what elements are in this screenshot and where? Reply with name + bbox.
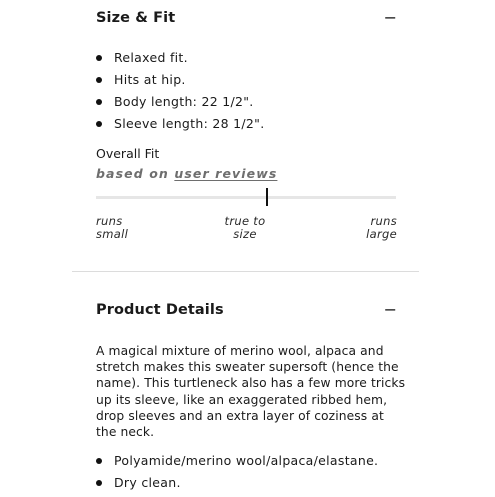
fit-source-line [96,166,277,181]
product-details-list [96,453,378,497]
fit-scale-track [96,196,396,199]
list-item: Polyamide/merino wool/alpaca/elastane. [96,453,378,475]
fit-label-runs-large [366,215,397,241]
fit-label-runs-small [96,215,128,241]
fit-scale-marker [266,188,268,206]
list-item: Dry clean. [96,475,378,497]
list-item: Hits at hip. [96,72,265,94]
collapse-size-fit-icon[interactable]: − [383,8,397,27]
list-item: Body length: 22 1/2". [96,94,265,116]
fit-label-true-to-size [205,215,285,241]
fit-label-line: large [366,227,397,241]
product-details-title: Product Details [96,302,224,318]
based-on-text: based on [96,166,169,181]
size-fit-list [96,50,265,138]
size-fit-header[interactable] [96,6,399,30]
section-divider [72,271,419,272]
collapse-product-details-icon[interactable]: − [383,300,397,319]
size-fit-title: Size & Fit [96,10,176,26]
overall-fit-label: Overall Fit [96,146,160,161]
user-reviews-link[interactable]: user reviews [174,166,278,181]
fit-label-line: runs [96,214,123,228]
list-item: Relaxed fit. [96,50,265,72]
fit-label-line: small [96,227,129,241]
list-item: Sleeve length: 28 1/2". [96,116,265,138]
fit-label-line: true to [224,214,266,228]
fit-label-line: size [233,227,257,241]
product-details-header[interactable] [96,298,399,322]
fit-label-line: runs [370,214,397,228]
product-description: A magical mixture of merino wool, alpaca and stretch makes this sweater supersoft (hence the name). This turtleneck also has a few more tricks up its sleeve, like an exaggerated ribbed hem, drop sleeves and an extra layer of coziness at the neck. [96,344,406,440]
